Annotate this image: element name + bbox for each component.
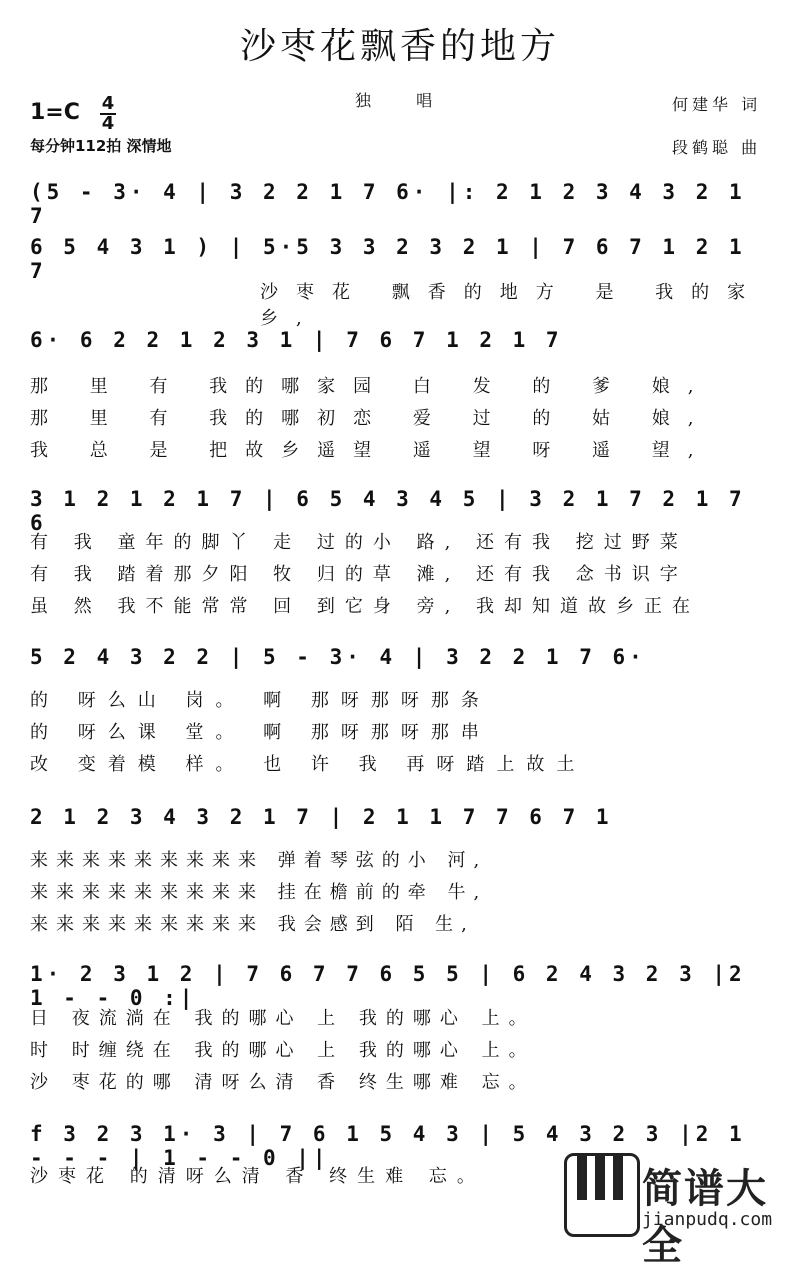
notation-line: 3 1 2 1 2 1 7 | 6 5 4 3 4 5 | 3 2 1 7 2 1 7 6 <box>30 487 746 535</box>
lyric-line: 来来来来来来来来来 弹着琴弦的小 河, <box>30 850 488 871</box>
notation-line: 6· 6 2 2 1 2 3 1 | 7 6 7 1 2 1 7 <box>30 328 563 352</box>
lyric-line: 来来来来来来来来来 我会感到 陌 生, <box>30 914 475 935</box>
notation-line: 1· 2 3 1 2 | 7 6 7 7 6 5 5 | 6 2 4 3 2 3 |2 1 - - 0 :| <box>30 962 746 1010</box>
notation-line: 2 1 2 3 4 3 2 1 7 | 2 1 1 7 7 6 7 1 <box>30 805 613 829</box>
lyricist-credit: 何建华 词 <box>672 95 762 114</box>
lyric-line: 虽 然 我不能常常 回 到它身 旁, 我却知道故乡正在 <box>30 596 701 617</box>
composer-credit: 段鹤聪 曲 <box>672 138 762 157</box>
key-signature: 1=C <box>30 100 80 125</box>
logo-url: jianpudq.com <box>642 1209 773 1230</box>
lyric-line: 时 时缠绕在 我的哪心 上 我的哪心 上。 <box>30 1040 536 1061</box>
lyric-line: 沙 枣花的哪 清呀么清 香 终生哪难 忘。 <box>30 1072 536 1093</box>
lyric-line: 沙枣花 的清呀么清 香 终生难 忘。 <box>30 1166 485 1187</box>
piano-icon <box>564 1153 640 1237</box>
time-signature <box>100 95 116 133</box>
lyric-line: 那 里 有 我的哪家园 白 发 的 爹 娘, <box>30 376 712 397</box>
lyric-line: 日 夜流淌在 我的哪心 上 我的哪心 上。 <box>30 1008 536 1029</box>
lyric-line: 的 呀么山 岗。 啊 那呀那呀那条 <box>30 690 491 711</box>
notation-line: (5 - 3· 4 | 3 2 2 1 7 6· |: 2 1 2 3 4 3 2 1 7 <box>30 180 746 228</box>
lyric-line: 那 里 有 我的哪初恋 爱 过 的 姑 娘, <box>30 408 712 429</box>
site-logo[interactable] <box>564 1147 794 1269</box>
lyric-line: 有 我 童年的脚丫 走 过的小 路, 还有我 挖过野菜 <box>30 532 688 553</box>
time-sig-bottom: 4 <box>101 113 115 134</box>
lyric-line: 改 变着模 样。 也 许 我 再呀踏上故土 <box>30 754 587 775</box>
tempo-marking: 每分钟112拍 深情地 <box>30 137 172 155</box>
time-sig-top: 4 <box>101 93 115 114</box>
lyric-line: 有 我 踏着那夕阳 牧 归的草 滩, 还有我 念书识字 <box>30 564 688 585</box>
notation-line: f 3 2 3 1· 3 | 7 6 1 5 4 3 | 5 4 3 2 3 |2 1 - - - | 1 - - 0 || <box>30 1122 746 1170</box>
page-title: 沙枣花飘香的地方 <box>239 26 560 67</box>
lyric-line: 来来来来来来来来来 挂在檐前的牵 牛, <box>30 882 488 903</box>
lyric-line: 沙枣花 飘香的地方 是 我的家 乡, <box>260 282 764 329</box>
logo-title: 简谱大全 <box>642 1166 768 1269</box>
notation-line: 6 5 4 3 1 ) | 5·5 3 3 2 3 2 1 | 7 6 7 1 2 1 7 <box>30 235 746 283</box>
subtitle: 独 唱 <box>355 91 453 110</box>
lyric-line: 我 总 是 把故乡遥望 遥 望 呀 遥 望, <box>30 440 712 461</box>
notation-line: 5 2 4 3 2 2 | 5 - 3· 4 | 3 2 2 1 7 6· <box>30 645 646 669</box>
lyric-line: 的 呀么课 堂。 啊 那呀那呀那串 <box>30 722 491 743</box>
